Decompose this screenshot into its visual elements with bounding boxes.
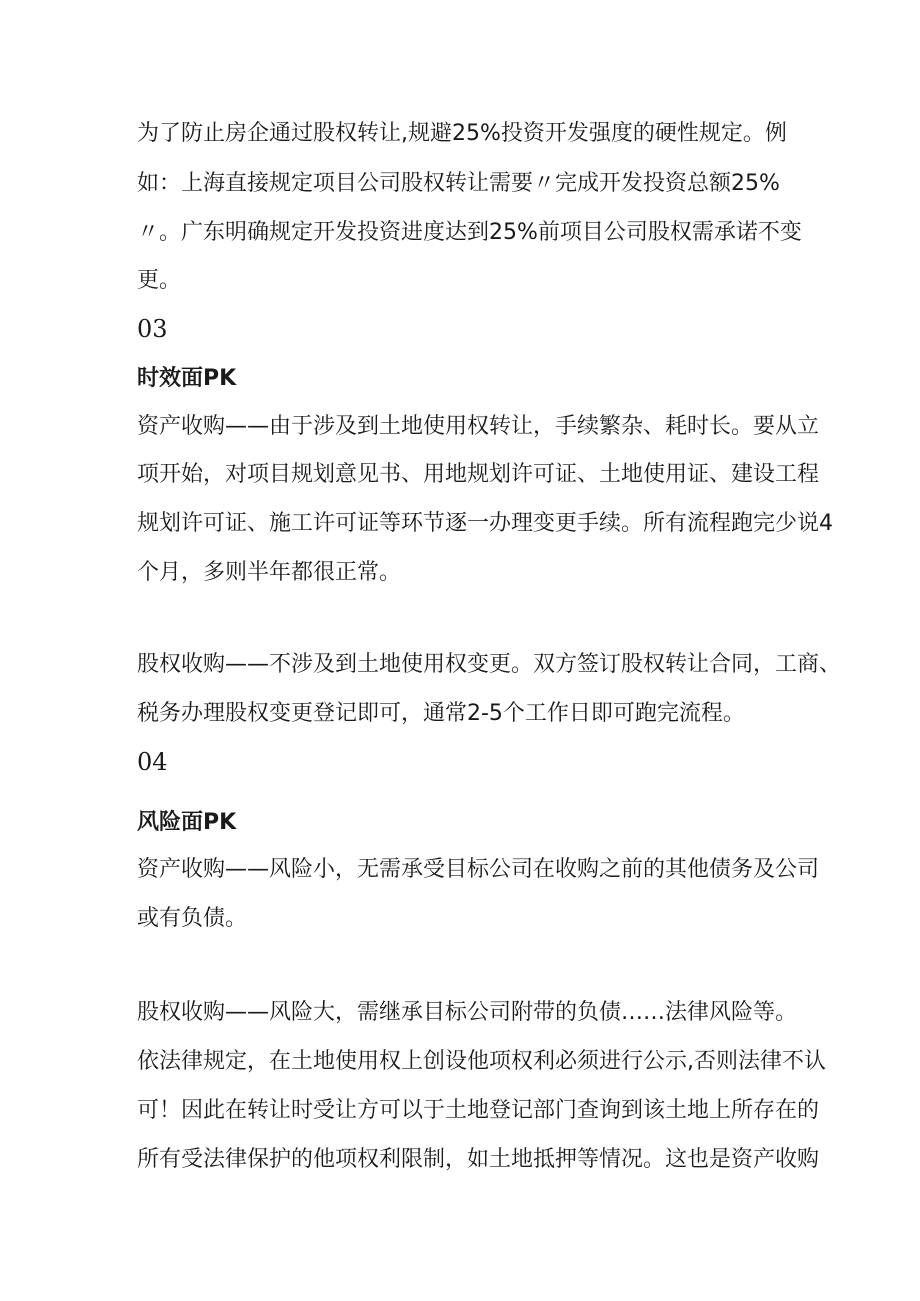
section-number: 03: [137, 315, 168, 343]
paragraph-line: 股权收购——风险大，需继承目标公司附带的负债……法律风险等。: [137, 1000, 798, 1025]
paragraph-line: 股权收购——不涉及到土地使用权变更。双方签订股权转让合同，工商、: [137, 652, 842, 677]
paragraph-line: 规划许可证、施工许可证等环节逐一办理变更手续。所有流程跑完少说4: [137, 511, 833, 536]
paragraph-line: 所有受法律保护的他项权利限制，如土地抵押等情况。这也是资产收购: [137, 1147, 820, 1172]
section-heading: 风险面PK: [137, 810, 237, 835]
paragraph-line: 或有负债。: [137, 906, 248, 931]
paragraph-line: 项开始，对项目规划意见书、用地规划许可证、土地使用证、建设工程: [137, 462, 820, 487]
paragraph-line: 如：上海直接规定项目公司股权转让需要〃完成开发投资总额25%: [137, 171, 780, 196]
paragraph-line: 个月，多则半年都很正常。: [137, 560, 402, 585]
paragraph-line: 为了防止房企通过股权转让,规避25%投资开发强度的硬性规定。例: [137, 121, 787, 146]
section-number: 04: [137, 748, 168, 776]
paragraph-line: 可！因此在转让时受让方可以于土地登记部门查询到该土地上所存在的: [137, 1098, 820, 1123]
paragraph-line: 〃。广东明确规定开发投资进度达到25%前项目公司股权需承诺不变: [137, 220, 802, 245]
paragraph-line: 资产收购——由于涉及到土地使用权转让，手续繁杂、耗时长。要从立: [137, 414, 820, 439]
paragraph-line: 依法律规定，在土地使用权上创设他项权利必须进行公示,否则法律不认: [137, 1049, 826, 1074]
paragraph-line: 资产收购——风险小，无需承受目标公司在收购之前的其他债务及公司: [137, 857, 820, 882]
paragraph-line: 更。: [137, 268, 182, 293]
paragraph-line: 税务办理股权变更登记即可，通常2-5个工作日即可跑完流程。: [137, 701, 745, 726]
section-heading: 时效面PK: [137, 366, 237, 391]
